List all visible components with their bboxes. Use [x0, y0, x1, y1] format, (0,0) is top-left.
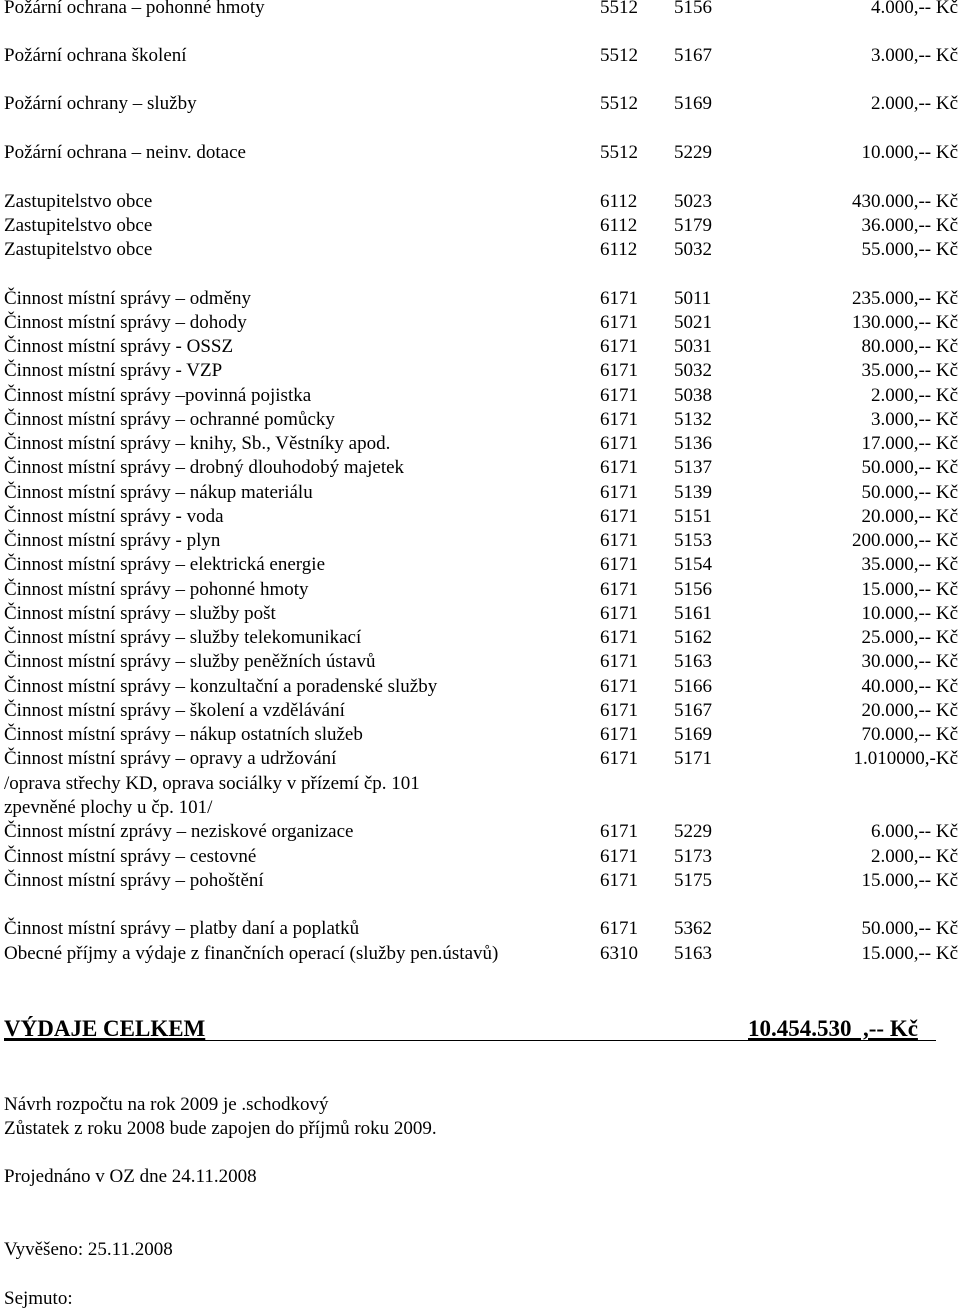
item-code: 5151 [674, 506, 712, 527]
item-code: 5173 [674, 846, 712, 867]
table-row [0, 238, 960, 262]
item-name: Požární ochrana – neinv. dotace [4, 142, 246, 163]
item-code: 5229 [674, 821, 712, 842]
removed-date: Sejmuto: [4, 1288, 73, 1309]
item-amount: 20.000,-- Kč [861, 506, 958, 527]
item-amount: 55.000,-- Kč [861, 239, 958, 260]
paragraph-code: 6171 [600, 627, 638, 648]
paragraph-code: 6171 [600, 530, 638, 551]
paragraph-code: 5512 [600, 45, 638, 66]
paragraph-code: 6112 [600, 215, 638, 236]
item-amount: 2.000,-- Kč [870, 385, 958, 406]
item-name: Obecné příjmy a výdaje z finančních operací (služby pen.ústavů) [4, 943, 499, 964]
item-code: 5179 [674, 215, 712, 236]
item-code: 5139 [674, 482, 712, 503]
paragraph-code: 6171 [600, 603, 638, 624]
table-row [0, 650, 960, 674]
item-name: Činnost místní správy – nákup ostatních služeb [4, 724, 363, 745]
item-amount: 36.000,-- Kč [861, 215, 958, 236]
item-name: Činnost místní správy – konzultační a poradenské služby [4, 676, 438, 697]
item-amount: 50.000,-- Kč [861, 457, 958, 478]
paragraph-code: 6171 [600, 676, 638, 697]
paragraph-code: 6171 [600, 385, 638, 406]
table-row [0, 723, 960, 747]
item-amount: 10.000,-- Kč [861, 603, 958, 624]
item-name: Činnost místní správy – drobný dlouhodobý majetek [4, 457, 405, 478]
balance-note: Zůstatek z roku 2008 bude zapojen do příjmů roku 2009. [4, 1118, 437, 1139]
item-name: Činnost místní správy – cestovné [4, 846, 257, 867]
item-amount: 80.000,-- Kč [861, 336, 958, 357]
paragraph-code: 6171 [600, 554, 638, 575]
item-code: 5175 [674, 870, 712, 891]
table-row [0, 384, 960, 408]
item-code: 5031 [674, 336, 712, 357]
item-amount: 70.000,-- Kč [861, 724, 958, 745]
item-name: Požární ochrana – pohonné hmoty [4, 0, 265, 18]
table-row [0, 578, 960, 602]
posted-date: Vyvěšeno: 25.11.2008 [4, 1239, 173, 1260]
item-code: 5021 [674, 312, 712, 333]
total-underline [4, 1040, 936, 1041]
item-name: Činnost místní správy – pohoštění [4, 870, 264, 891]
table-row [0, 820, 960, 844]
discussed-date: Projednáno v OZ dne 24.11.2008 [4, 1166, 257, 1187]
paragraph-code: 6171 [600, 288, 638, 309]
table-row [0, 432, 960, 456]
paragraph-code: 6171 [600, 482, 638, 503]
item-name: Zastupitelstvo obce [4, 215, 153, 236]
item-name: Činnost místní správy - OSSZ [4, 336, 234, 357]
item-code: 5166 [674, 676, 712, 697]
paragraph-code: 6171 [600, 821, 638, 842]
item-code: 5038 [674, 385, 712, 406]
item-code: 5169 [674, 93, 712, 114]
item-amount: 35.000,-- Kč [861, 360, 958, 381]
item-amount: 15.000,-- Kč [861, 579, 958, 600]
item-name: Činnost místní správy – platby daní a poplatků [4, 918, 360, 939]
proposal-note: Návrh rozpočtu na rok 2009 je .schodkový [4, 1094, 329, 1115]
paragraph-code: 6171 [600, 918, 638, 939]
table-row [0, 602, 960, 626]
item-amount: 130.000,-- Kč [851, 312, 958, 333]
paragraph-code: 6171 [600, 870, 638, 891]
item-name: Zastupitelstvo obce [4, 239, 153, 260]
item-name: Činnost místní správy - voda [4, 506, 224, 527]
item-name: Požární ochrana školení [4, 45, 187, 66]
item-code: 5023 [674, 191, 712, 212]
paragraph-code: 6171 [600, 336, 638, 357]
table-row [0, 311, 960, 335]
item-amount: 15.000,-- Kč [861, 943, 958, 964]
item-name: Činnost místní správy – knihy, Sb., Věstníky apod. [4, 433, 391, 454]
item-amount: 2.000,-- Kč [870, 846, 958, 867]
item-name: Činnost místní správy – dohody [4, 312, 247, 333]
paragraph-code: 5512 [600, 0, 638, 18]
paragraph-code: 6171 [600, 360, 638, 381]
item-code: 5169 [674, 724, 712, 745]
table-row [0, 747, 960, 771]
item-code: 5167 [674, 45, 712, 66]
paragraph-code: 6171 [600, 409, 638, 430]
item-code: 5163 [674, 943, 712, 964]
table-row [0, 529, 960, 553]
item-amount: 40.000,-- Kč [861, 676, 958, 697]
item-name: Činnost místní správy – elektrická energie [4, 554, 325, 575]
table-row [0, 0, 960, 20]
item-amount: 235.000,-- Kč [851, 288, 958, 309]
paragraph-code: 5512 [600, 142, 638, 163]
paragraph-code: 6310 [600, 943, 638, 964]
item-code: 5229 [674, 142, 712, 163]
item-name: Činnost místní správy - plyn [4, 530, 221, 551]
item-amount: 50.000,-- Kč [861, 482, 958, 503]
item-amount: 4.000,-- Kč [870, 0, 958, 18]
item-name: Činnost místní správy – služby peněžních ústavů [4, 651, 376, 672]
paragraph-code: 6171 [600, 748, 638, 769]
table-row [0, 335, 960, 359]
item-name: Činnost místní správy –povinná pojistka [4, 385, 312, 406]
item-name: Činnost místní správy – služby pošt [4, 603, 276, 624]
table-row [0, 505, 960, 529]
total-label: VÝDAJE CELKEM [4, 1016, 206, 1041]
item-code: 5156 [674, 579, 712, 600]
item-code: 5153 [674, 530, 712, 551]
item-amount: 3.000,-- Kč [870, 45, 958, 66]
item-code: 5154 [674, 554, 712, 575]
item-code: 5132 [674, 409, 712, 430]
item-name: Činnost místní správy – nákup materiálu [4, 482, 313, 503]
repair-note-line-2: zpevněné plochy u čp. 101/ [4, 797, 213, 818]
table-row [0, 287, 960, 311]
item-amount: 50.000,-- Kč [861, 918, 958, 939]
table-row [0, 553, 960, 577]
table-row [0, 190, 960, 214]
total-row [0, 1014, 960, 1044]
paragraph-code: 6171 [600, 433, 638, 454]
paragraph-code: 6112 [600, 191, 638, 212]
paragraph-code: 6112 [600, 239, 638, 260]
total-amount: 10.454.530 ,-- Kč [748, 1016, 918, 1041]
item-code: 5156 [674, 0, 712, 18]
paragraph-code: 6171 [600, 506, 638, 527]
item-name: Požární ochrany – služby [4, 93, 197, 114]
paragraph-code: 6171 [600, 651, 638, 672]
table-row [0, 456, 960, 480]
paragraph-code: 6171 [600, 312, 638, 333]
table-row [0, 626, 960, 650]
item-code: 5032 [674, 239, 712, 260]
item-name: Činnost místní správy – školení a vzdělávání [4, 700, 345, 721]
item-name: Činnost místní správy – ochranné pomůcky [4, 409, 335, 430]
table-row [0, 481, 960, 505]
item-name: Činnost místní zprávy – neziskové organizace [4, 821, 354, 842]
paragraph-code: 6171 [600, 457, 638, 478]
item-amount: 6.000,-- Kč [870, 821, 958, 842]
item-name: Zastupitelstvo obce [4, 191, 153, 212]
paragraph-code: 6171 [600, 579, 638, 600]
table-row [0, 141, 960, 165]
table-row [0, 214, 960, 238]
item-name: Činnost místní správy - VZP [4, 360, 223, 381]
table-row [0, 675, 960, 699]
item-name: Činnost místní správy – služby telekomunikací [4, 627, 362, 648]
item-code: 5162 [674, 627, 712, 648]
item-amount: 20.000,-- Kč [861, 700, 958, 721]
table-row [0, 699, 960, 723]
item-code: 5137 [674, 457, 712, 478]
item-code: 5167 [674, 700, 712, 721]
item-amount: 430.000,-- Kč [851, 191, 958, 212]
item-name: Činnost místní správy – pohonné hmoty [4, 579, 309, 600]
item-code: 5032 [674, 360, 712, 381]
table-row [0, 869, 960, 893]
table-row [0, 917, 960, 941]
item-amount: 10.000,-- Kč [861, 142, 958, 163]
table-row [0, 92, 960, 116]
paragraph-code: 5512 [600, 93, 638, 114]
table-row [0, 845, 960, 869]
paragraph-code: 6171 [600, 724, 638, 745]
item-amount: 2.000,-- Kč [870, 93, 958, 114]
paragraph-code: 6171 [600, 700, 638, 721]
paragraph-code: 6171 [600, 846, 638, 867]
item-code: 5136 [674, 433, 712, 454]
item-amount: 15.000,-- Kč [861, 870, 958, 891]
item-code: 5171 [674, 748, 712, 769]
item-amount: 1.010000,-Kč [853, 748, 958, 769]
table-row [0, 44, 960, 68]
item-code: 5161 [674, 603, 712, 624]
item-amount: 3.000,-- Kč [870, 409, 958, 430]
item-amount: 200.000,-- Kč [851, 530, 958, 551]
table-row [0, 359, 960, 383]
item-amount: 30.000,-- Kč [861, 651, 958, 672]
item-code: 5163 [674, 651, 712, 672]
item-amount: 17.000,-- Kč [861, 433, 958, 454]
table-row [0, 408, 960, 432]
repair-note-line-1: /oprava střechy KD, oprava sociálky v přízemí čp. 101 [4, 773, 420, 794]
item-amount: 25.000,-- Kč [861, 627, 958, 648]
table-row [0, 942, 960, 966]
item-name: Činnost místní správy – odměny [4, 288, 251, 309]
item-amount: 35.000,-- Kč [861, 554, 958, 575]
item-name: Činnost místní správy – opravy a udržování [4, 748, 337, 769]
item-code: 5362 [674, 918, 712, 939]
item-code: 5011 [674, 288, 712, 309]
